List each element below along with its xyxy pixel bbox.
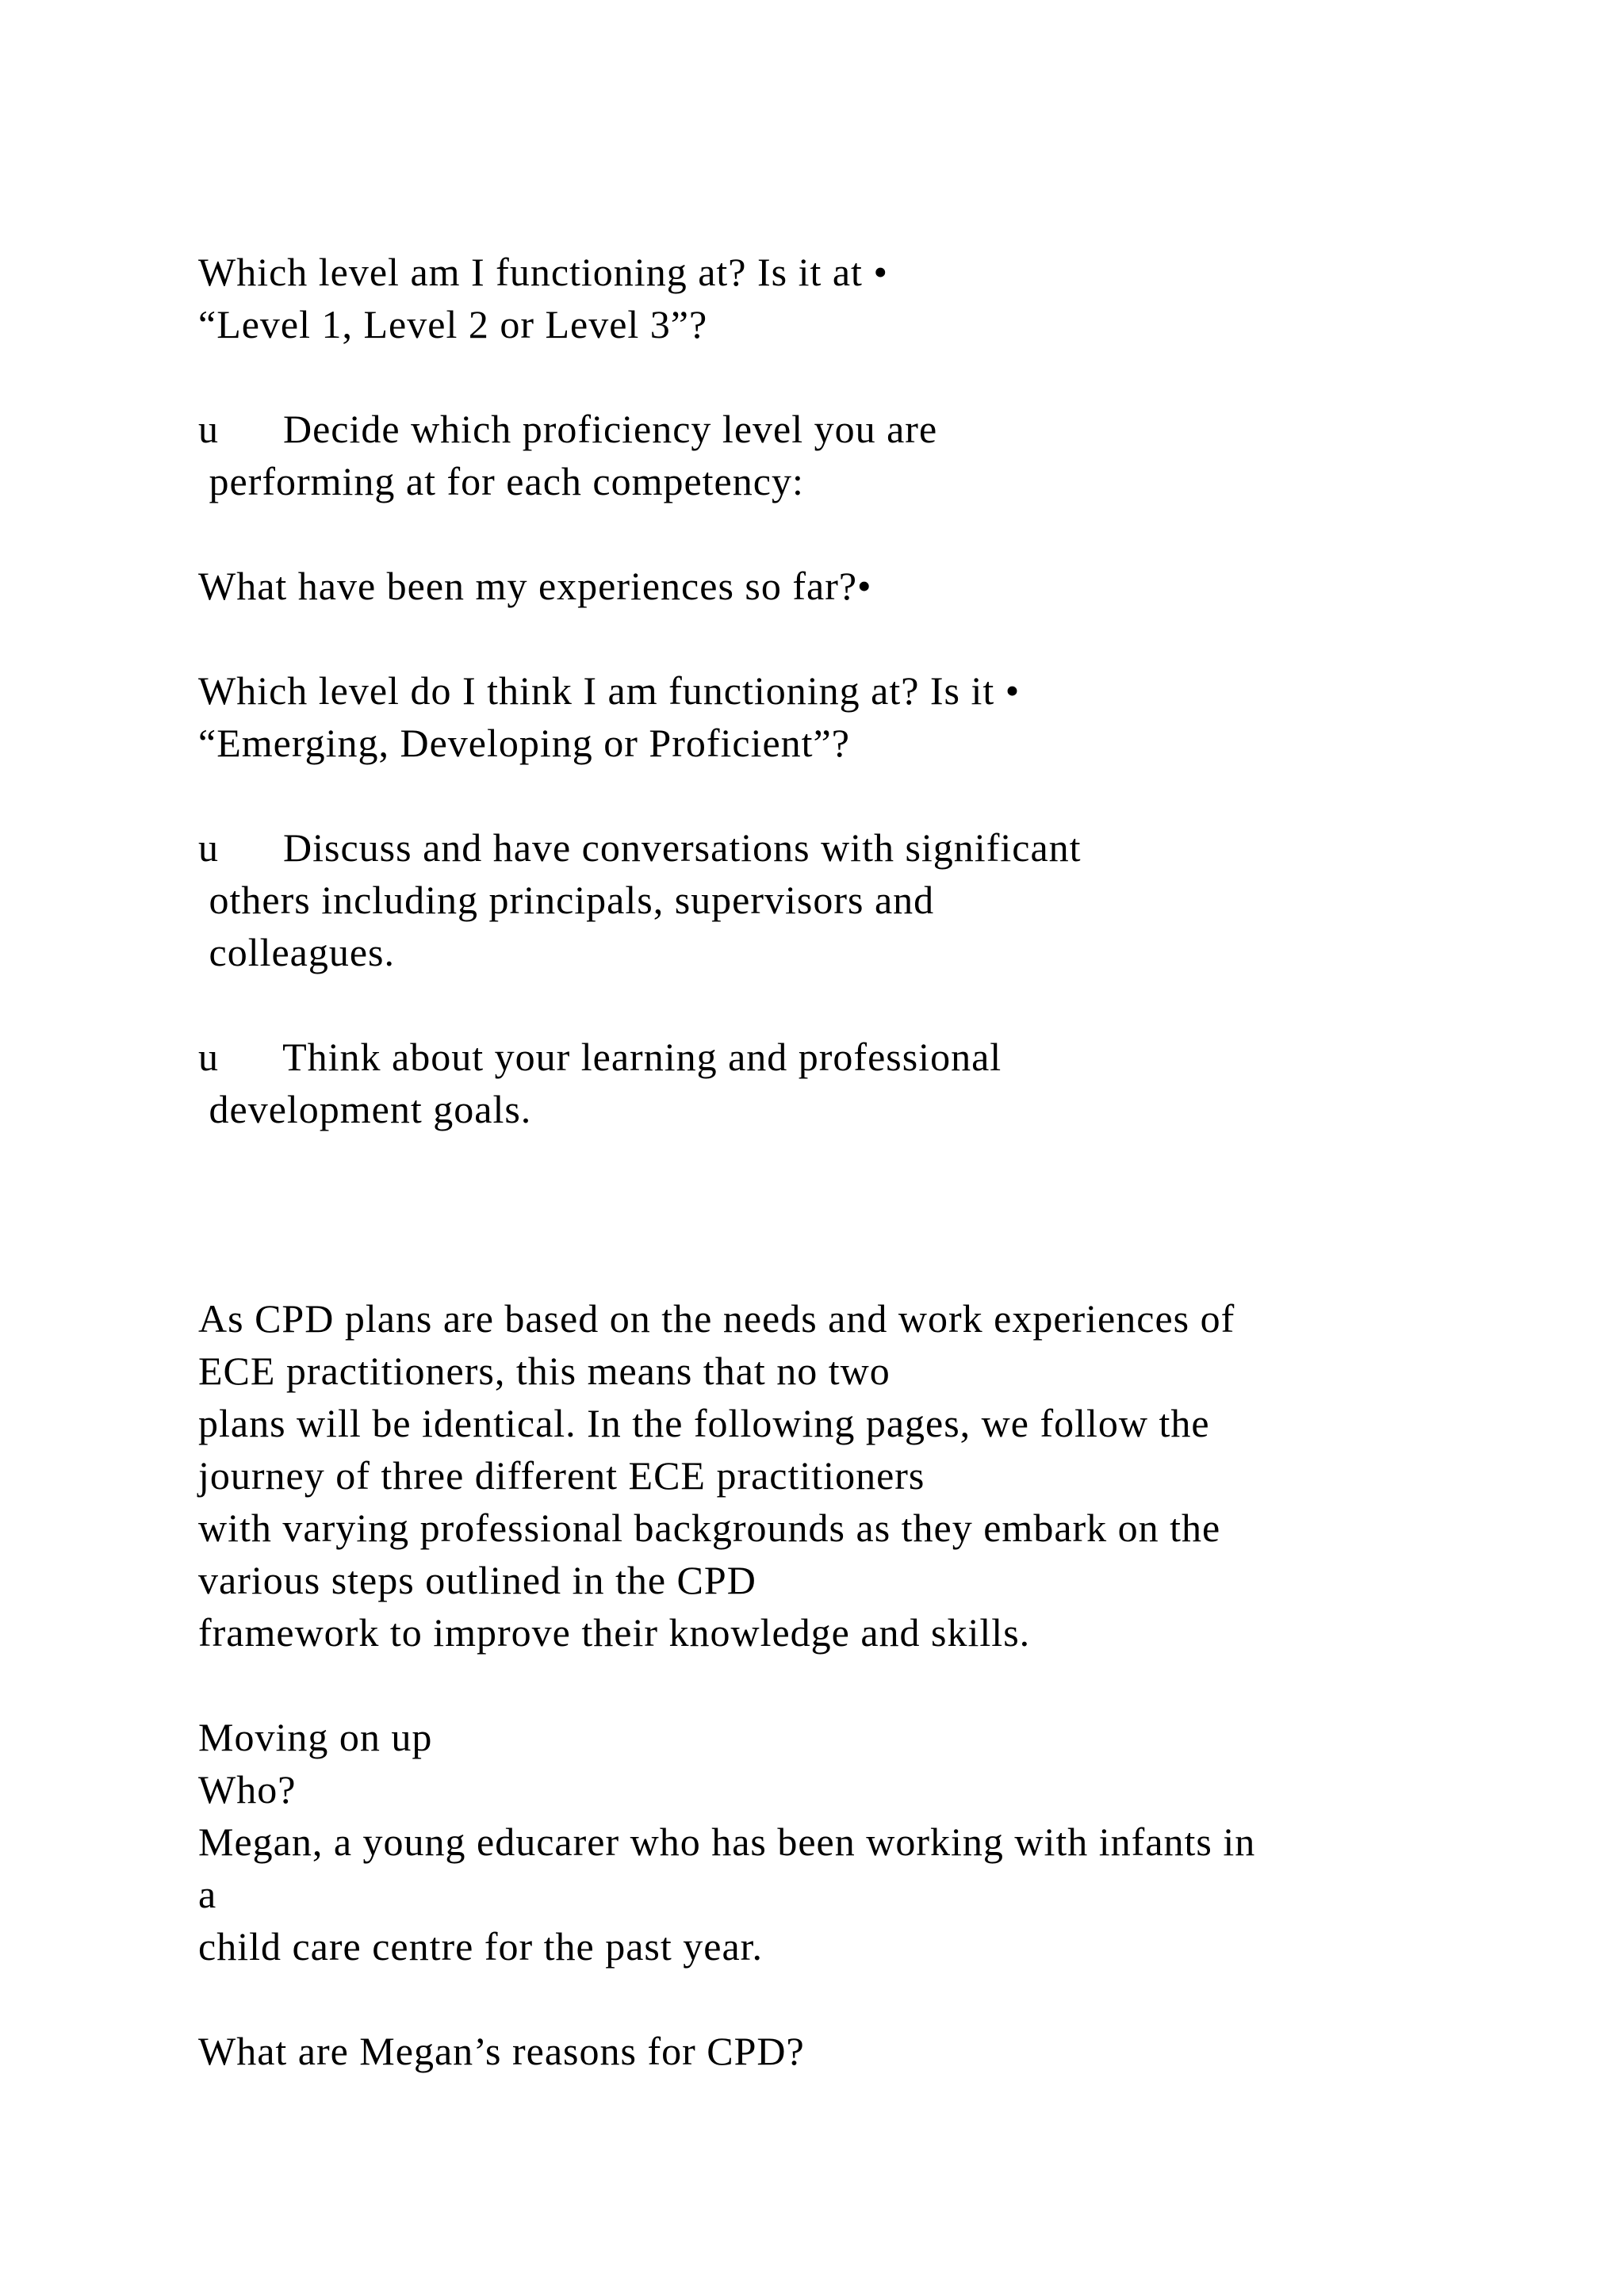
- megan-profile-section: [198, 1711, 1546, 1973]
- text-line: What are Megan’s reasons for CPD?: [198, 2029, 805, 2073]
- megan-reasons-question: [198, 2025, 1546, 2077]
- text-line: As CPD plans are based on the needs and work experiences of: [198, 1296, 1235, 1341]
- text-line: u Discuss and have conversations with significant: [198, 825, 1082, 870]
- text-line: plans will be identical. In the following pages, we follow the: [198, 1401, 1210, 1445]
- text-line: colleagues.: [198, 930, 396, 974]
- bullet-discuss-conversations: [198, 821, 1546, 978]
- section-heading: Moving on up: [198, 1715, 433, 1759]
- text-line: Which level am I functioning at? Is it at •: [198, 250, 888, 294]
- self-assessment-question-proficiency: [198, 664, 1546, 769]
- document-body: [198, 246, 1546, 2077]
- text-line: u Decide which proficiency level you are: [198, 407, 938, 451]
- self-assessment-question-experiences: [198, 560, 1546, 612]
- text-line: ECE practitioners, this means that no two: [198, 1349, 891, 1393]
- text-line: journey of three different ECE practitioners: [198, 1453, 925, 1498]
- text-line: framework to improve their knowledge and skills.: [198, 1610, 1031, 1655]
- text-line: What have been my experiences so far?•: [198, 564, 872, 608]
- text-line: various steps outlined in the CPD: [198, 1558, 756, 1602]
- bullet-decide-proficiency: [198, 403, 1546, 507]
- self-assessment-question-level: [198, 246, 1546, 350]
- text-line: child care centre for the past year.: [198, 1924, 764, 1969]
- text-line: development goals.: [198, 1087, 532, 1131]
- text-line: Who?: [198, 1767, 297, 1812]
- text-line: Megan, a young educarer who has been working with infants in: [198, 1820, 1256, 1864]
- text-line: performing at for each competency:: [198, 459, 804, 503]
- bullet-think-goals: [198, 1031, 1546, 1135]
- text-line: others including principals, supervisors and: [198, 878, 935, 922]
- text-line: with varying professional backgrounds as they embark on the: [198, 1506, 1221, 1550]
- text-line: “Level 1, Level 2 or Level 3”?: [198, 302, 708, 346]
- text-line: u Think about your learning and professional: [198, 1035, 1002, 1079]
- text-line: a: [198, 1872, 217, 1916]
- text-line: Which level do I think I am functioning at? Is it •: [198, 668, 1021, 713]
- cpd-plans-paragraph: [198, 1292, 1546, 1659]
- text-line: “Emerging, Developing or Proficient”?: [198, 721, 850, 765]
